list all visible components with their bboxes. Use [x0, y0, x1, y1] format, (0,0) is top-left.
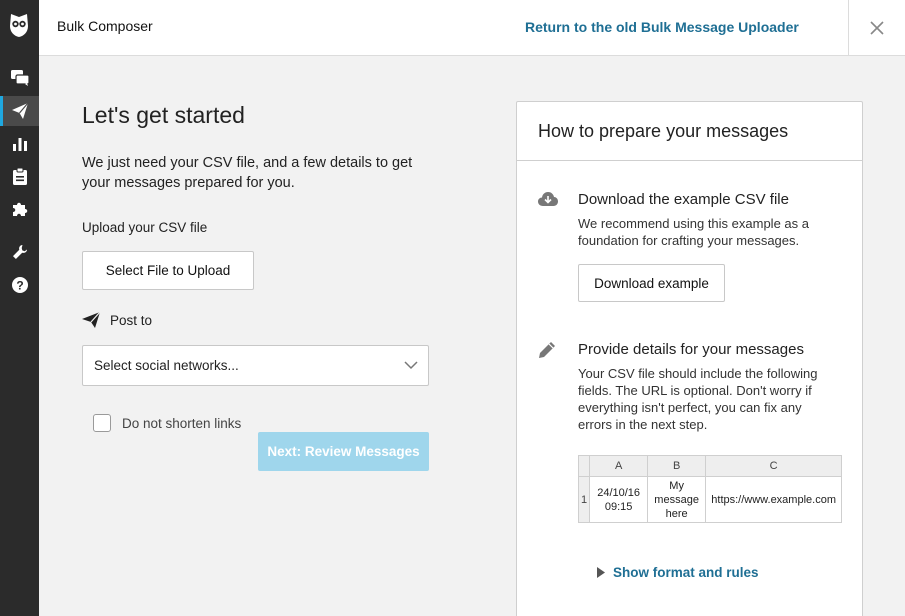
close-button[interactable]	[848, 0, 905, 56]
return-old-uploader-link[interactable]: Return to the old Bulk Message Uploader	[525, 19, 799, 35]
csv-corner-cell	[579, 456, 590, 477]
post-to-label: Post to	[110, 312, 153, 328]
publisher-icon[interactable]	[0, 96, 39, 126]
close-icon	[870, 21, 884, 35]
select-file-button[interactable]: Select File to Upload	[82, 251, 254, 290]
panel-divider	[517, 160, 862, 161]
panel-title: How to prepare your messages	[538, 121, 789, 141]
svg-text:?: ?	[15, 278, 24, 293]
paper-plane-icon	[82, 312, 100, 328]
intro-text: We just need your CSV file, and a few details to get your messages prepared for you.	[82, 155, 413, 191]
chevron-down-icon	[404, 360, 418, 370]
apps-icon[interactable]	[0, 193, 39, 223]
page-title: Bulk Composer	[57, 18, 153, 34]
social-network-select[interactable]	[82, 345, 429, 386]
example-csv-table	[578, 455, 842, 523]
instructions-panel	[516, 101, 863, 616]
assignments-icon[interactable]	[0, 161, 39, 191]
top-header	[39, 0, 905, 56]
do-not-shorten-label: Do not shorten links	[122, 415, 242, 431]
step2-title: Provide details for your messages	[578, 341, 804, 358]
upload-label: Upload your CSV file	[82, 220, 208, 235]
nav-rail	[0, 0, 39, 616]
analytics-icon[interactable]	[0, 129, 39, 159]
csv-cell-message: My message here	[648, 477, 706, 523]
step2-desc: Your CSV file should include the following fields. The URL is optional. Don't worry if everything isn't perfect, you can fix any errors in the next step.	[578, 366, 818, 432]
csv-column-header: A	[590, 456, 648, 477]
csv-cell-date: 24/10/16 09:15	[590, 477, 648, 523]
select-placeholder: Select social networks...	[94, 358, 239, 373]
tools-icon[interactable]	[0, 237, 39, 267]
csv-column-header: B	[648, 456, 706, 477]
show-format-label: Show format and rules	[613, 565, 759, 580]
caret-right-icon	[597, 567, 605, 578]
post-to-row	[82, 312, 152, 328]
pencil-icon	[538, 341, 556, 359]
help-icon[interactable]	[0, 270, 39, 300]
csv-cell-url: https://www.example.com	[706, 477, 842, 523]
csv-row-number: 1	[579, 477, 590, 523]
step1-title: Download the example CSV file	[578, 191, 789, 208]
next-review-button[interactable]: Next: Review Messages	[258, 432, 429, 471]
main-heading: Let's get started	[82, 102, 245, 128]
owl-logo-icon[interactable]	[8, 12, 30, 38]
download-example-button[interactable]: Download example	[578, 264, 725, 302]
csv-column-header: C	[706, 456, 842, 477]
show-format-toggle[interactable]	[597, 565, 759, 580]
step1-desc: We recommend using this example as a foundation for crafting your messages.	[578, 216, 809, 248]
do-not-shorten-checkbox[interactable]	[93, 414, 111, 432]
streams-icon[interactable]	[0, 63, 39, 93]
shorten-links-row	[93, 414, 241, 432]
cloud-download-icon	[538, 191, 558, 207]
